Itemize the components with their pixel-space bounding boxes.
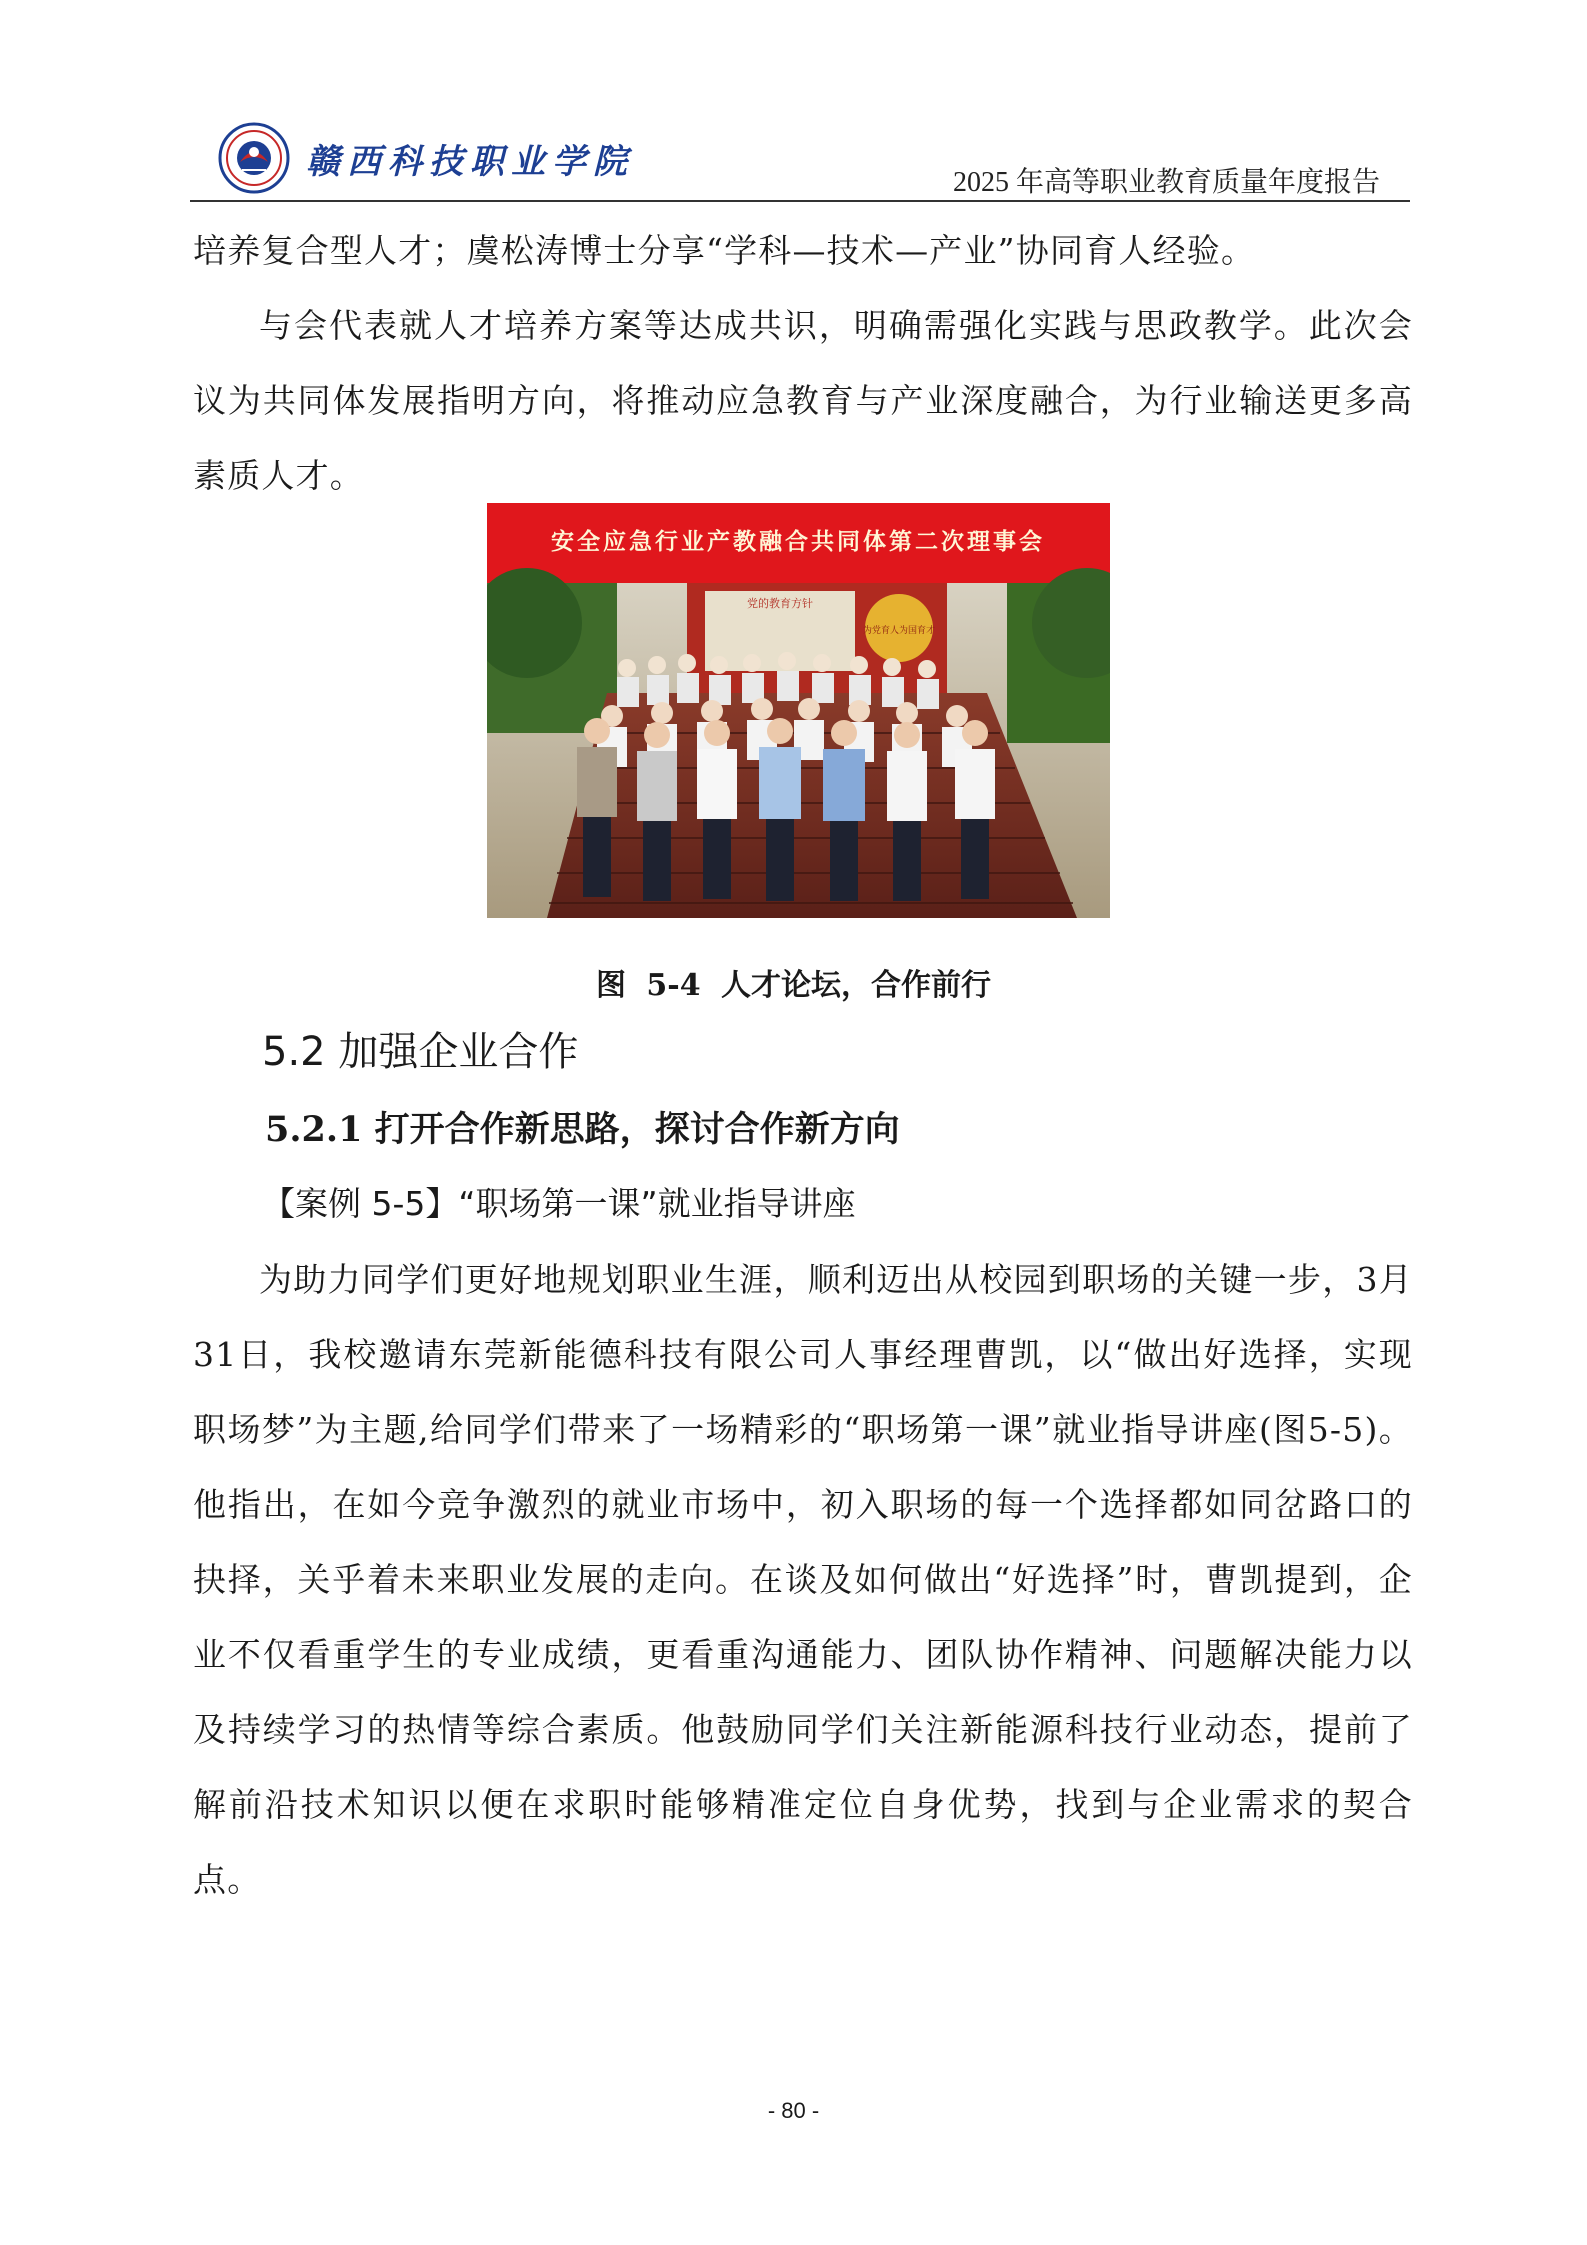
paragraph-3: 为助力同学们更好地规划职业生涯，顺利迈出从校园到职场的关键一步，3月31日，我校邀请东莞新能德科技有限公司人事经理曹凯，以“做出好选择，实现职场梦”为主题,给同学们带来了一场精彩的“职场第一课”就业指导讲座(图5-5)。他指出，在如今竞争激烈的就业市场中，初入职场的每一个选择都如同岔路口的抉择，关乎着未来职业发展的走向。在谈及如何做出“好选择”时，曹凯提到，企业不仅看重学生的专业成绩，更看重沟通能力、团队协作精神、问题解决能力以及持续学习的热情等综合素质。他鼓励同学们关注新能源科技行业动态，提前了解前沿技术知识以便在求职时能够精准定位自身优势，找到与企业需求的契合点。: [193, 1260, 1413, 1899]
photo-banner-text: 安全应急行业产教融合共同体第二次理事会: [551, 529, 1045, 555]
header-divider: [190, 200, 1410, 202]
subsection-heading: 5.2.1 打开合作新思路，探讨合作新方向: [265, 1109, 900, 1150]
group-photo: [487, 503, 1110, 918]
page-header: [190, 112, 1410, 204]
case-heading: 【案例 5-5】“职场第一课”就业指导讲座: [262, 1184, 856, 1223]
photo-badge-text: 为党育人为国育才: [862, 626, 936, 636]
paragraph-1: 培养复合型人才；虞松涛博士分享“学科—技术—产业”协同育人经验。: [193, 231, 1256, 270]
school-logo-icon: [218, 122, 290, 194]
figure-caption: 图 5-4 人才论坛，合作前行: [595, 968, 992, 1003]
paragraph-2: 与会代表就人才培养方案等达成共识，明确需强化实践与思政教学。此次会议为共同体发展指明方向，将推动应急教育与产业深度融合，为行业输送更多高素质人才。: [193, 306, 1413, 495]
page-number: - 80 -: [767, 2098, 820, 2123]
school-name: 赣西科技职业学院: [306, 142, 634, 182]
report-title: 2025 年高等职业教育质量年度报告: [952, 167, 1380, 198]
photo-board-title: 党的教育方针: [747, 597, 813, 610]
section-heading: 5.2 加强企业合作: [262, 1029, 579, 1075]
